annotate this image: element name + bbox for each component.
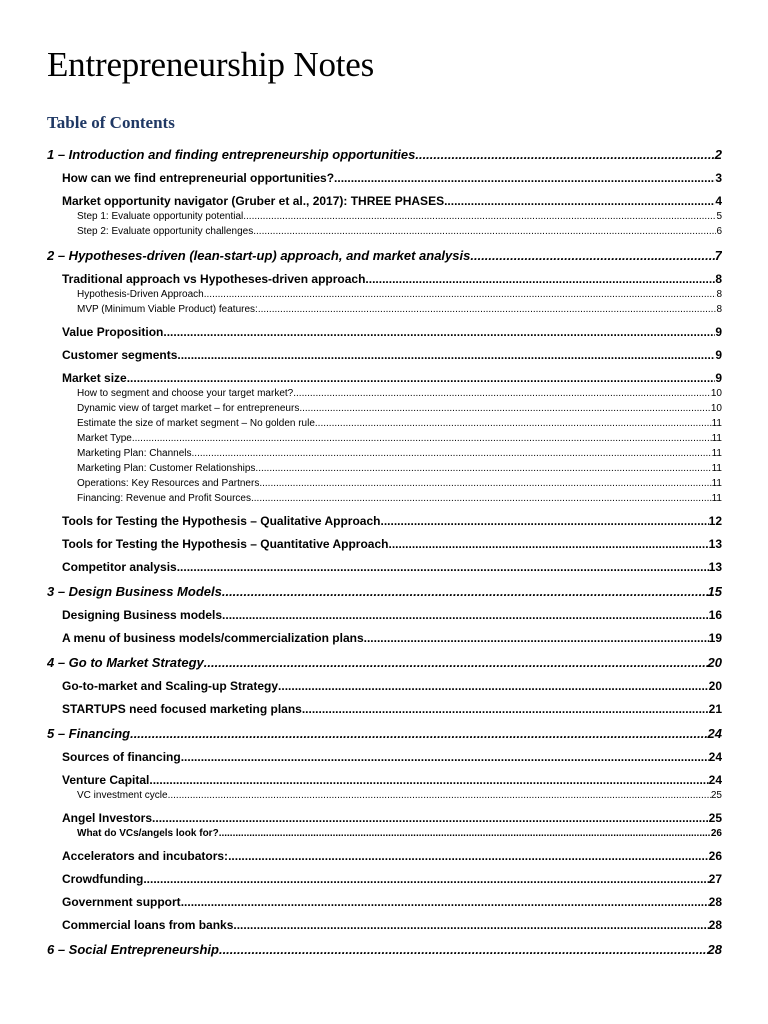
toc-entry[interactable] [47,461,722,476]
toc-leader-dots [315,416,712,431]
toc-entry-title: Traditional approach vs Hypotheses-driven approach [62,272,366,286]
toc-leader-dots [219,826,711,841]
toc-entry-title: Step 1: Evaluate opportunity potential [77,211,244,222]
toc-leader-dots [143,871,708,887]
toc-leader-dots [192,446,712,461]
toc-leader-dots [293,386,711,401]
toc-entry-title: 4 – Go to Market Strategy [47,655,204,670]
toc-entry-title: 1 – Introduction and finding entrepreneurship opportunities [47,147,416,162]
toc-entry-title: Crowdfunding [62,872,144,886]
toc-entry-title: 6 – Social Entrepreneurship [47,942,219,957]
toc-entry-title: Go-to-market and Scaling-up Strategy [62,679,279,693]
toc-leader-dots [181,894,709,910]
toc-entry-page-number: 26 [710,828,722,839]
toc-heading: Table of Contents [47,113,175,132]
toc-leader-dots [219,941,708,958]
toc-entry-title: Operations: Key Resources and Partners [77,478,260,489]
toc-entry-title: Market Type [77,433,132,444]
toc-leader-dots [132,431,712,446]
toc-entry[interactable] [47,401,722,416]
toc-entry-page-number: 8 [716,289,722,300]
toc-entry-page-number: 10 [710,403,722,414]
toc-entry-title: Tools for Testing the Hypothesis – Quantitative Approach [62,537,389,551]
toc-entry[interactable] [47,607,722,623]
toc-entry[interactable] [47,271,722,287]
toc-entry[interactable] [47,725,722,742]
toc-entry[interactable] [47,287,722,302]
toc-entry[interactable] [47,630,722,646]
toc-entry-page-number: 11 [711,418,722,429]
toc-entry[interactable] [47,224,722,239]
toc-entry-title: Market size [62,371,127,385]
toc-entry-title: How to segment and choose your target market? [77,388,294,399]
toc-entry[interactable] [47,701,722,717]
toc-entry-title: Financing: Revenue and Profit Sources [77,493,251,504]
toc-leader-dots [259,476,711,491]
toc-entry-title: Estimate the size of market segment – No golden rule [77,418,315,429]
toc-entry-title: Venture Capital [62,773,150,787]
toc-leader-dots [365,271,715,287]
toc-leader-dots [204,654,708,671]
toc-entry-page-number: 6 [716,226,722,237]
toc-entry-title: Accelerators and incubators: [62,849,229,863]
toc-entry-page-number: 9 [715,371,722,385]
toc-entry-page-number: 5 [716,211,722,222]
toc-entry-page-number: 20 [707,655,722,670]
toc-entry-title: STARTUPS need focused marketing plans [62,702,302,716]
toc-entry[interactable] [47,941,722,958]
toc-entry-title: Value Proposition [62,325,164,339]
toc-leader-dots [334,170,715,186]
toc-entry-page-number: 24 [708,773,722,787]
toc-entry-page-number: 8 [715,272,722,286]
toc-leader-dots [258,302,717,317]
toc-entry-title: Competitor analysis [62,560,177,574]
toc-leader-dots [177,559,709,575]
toc-entry-title: Government support [62,895,181,909]
toc-leader-dots [222,607,709,623]
toc-entry-page-number: 11 [711,463,722,474]
toc-entry[interactable] [47,678,722,694]
document-title: Entrepreneurship Notes [47,45,375,84]
toc-leader-dots [127,370,716,386]
toc-entry-title: 5 – Financing [47,726,131,741]
toc-entry-page-number: 12 [708,514,722,528]
toc-entry[interactable] [47,170,722,186]
table-of-contents [47,146,722,958]
toc-leader-dots [233,917,708,933]
toc-entry[interactable] [47,324,722,340]
toc-entry[interactable] [47,772,722,788]
toc-leader-dots [222,583,708,600]
toc-entry[interactable] [47,347,722,363]
toc-entry-page-number: 25 [708,811,722,825]
toc-entry-title: Dynamic view of target market – for entrepreneurs [77,403,300,414]
toc-entry-page-number: 28 [708,918,722,932]
toc-leader-dots [255,461,711,476]
toc-leader-dots [177,347,715,363]
toc-entry[interactable] [47,536,722,552]
toc-entry-page-number: 8 [716,304,722,315]
toc-leader-dots [278,678,709,694]
toc-entry-page-number: 25 [710,790,722,801]
toc-leader-dots [204,287,717,302]
toc-entry-title: Commercial loans from banks [62,918,234,932]
toc-entry-title: Market opportunity navigator (Gruber et al., 2017): THREE PHASES [62,194,445,208]
toc-entry[interactable] [47,894,722,910]
toc-entry-title: 2 – Hypotheses-driven (lean-start-up) approach, and market analysis [47,248,471,263]
toc-leader-dots [251,491,712,506]
toc-leader-dots [299,401,711,416]
toc-entry-title: Marketing Plan: Channels [77,448,192,459]
toc-leader-dots [364,630,709,646]
toc-entry-page-number: 27 [708,872,722,886]
toc-entry-page-number: 28 [708,895,722,909]
toc-entry[interactable] [47,386,722,401]
toc-leader-dots [163,324,715,340]
toc-entry-page-number: 24 [707,726,722,741]
toc-leader-dots [302,701,709,717]
toc-entry-page-number: 21 [708,702,722,716]
toc-entry-page-number: 2 [714,147,722,162]
toc-entry-title: Designing Business models [62,608,223,622]
toc-entry-page-number: 20 [708,679,722,693]
toc-entry-title: VC investment cycle [77,790,168,801]
toc-entry-page-number: 4 [715,194,722,208]
toc-entry[interactable] [47,871,722,887]
toc-leader-dots [253,224,716,239]
toc-leader-dots [130,725,707,742]
toc-entry[interactable] [47,209,722,224]
toc-entry-page-number: 13 [708,560,722,574]
toc-entry-title: Tools for Testing the Hypothesis – Qualitative Approach [62,514,381,528]
toc-entry-title: Step 2: Evaluate opportunity challenges [77,226,254,237]
toc-entry-title: Angel Investors [62,811,153,825]
toc-entry-page-number: 10 [710,388,722,399]
toc-entry[interactable] [47,491,722,506]
toc-entry[interactable] [47,416,722,431]
toc-leader-dots [444,193,715,209]
toc-leader-dots [243,209,716,224]
toc-entry-title: Customer segments [62,348,178,362]
toc-entry[interactable] [47,848,722,864]
toc-entry[interactable] [47,810,722,826]
toc-leader-dots [168,788,711,803]
toc-leader-dots [152,810,709,826]
toc-leader-dots [388,536,708,552]
toc-entry[interactable] [47,788,722,803]
toc-entry-title: MVP (Minimum Viable Product) features: [77,304,258,315]
toc-entry-title: A menu of business models/commercialization plans [62,631,364,645]
toc-entry-title: Sources of financing [62,750,181,764]
toc-entry-title: 3 – Design Business Models [47,584,222,599]
toc-entry[interactable] [47,247,722,264]
toc-entry-page-number: 19 [708,631,722,645]
toc-leader-dots [415,146,714,163]
toc-entry-page-number: 28 [707,942,722,957]
toc-entry[interactable] [47,654,722,671]
toc-leader-dots [149,772,708,788]
toc-entry-page-number: 9 [715,348,722,362]
toc-entry-page-number: 11 [711,478,722,489]
toc-entry-page-number: 15 [707,584,722,599]
toc-entry-page-number: 11 [711,493,722,504]
toc-entry[interactable] [47,826,722,841]
toc-leader-dots [470,247,714,264]
toc-entry-title: Hypothesis-Driven Approach [77,289,204,300]
toc-entry-page-number: 26 [708,849,722,863]
toc-entry-title: Marketing Plan: Customer Relationships [77,463,256,474]
toc-entry-page-number: 7 [714,248,722,263]
toc-entry[interactable] [47,513,722,529]
toc-entry[interactable] [47,749,722,765]
toc-entry[interactable] [47,302,722,317]
toc-entry-page-number: 11 [711,448,722,459]
toc-entry[interactable] [47,476,722,491]
toc-leader-dots [228,848,709,864]
toc-entry[interactable] [47,917,722,933]
toc-entry[interactable] [47,559,722,575]
toc-entry-title: What do VCs/angels look for? [77,828,219,839]
toc-entry[interactable] [47,583,722,600]
toc-leader-dots [181,749,709,765]
toc-entry[interactable] [47,370,722,386]
toc-entry-page-number: 13 [708,537,722,551]
toc-entry[interactable] [47,431,722,446]
toc-entry-page-number: 11 [711,433,722,444]
toc-entry-page-number: 3 [715,171,722,185]
toc-entry[interactable] [47,193,722,209]
toc-entry-page-number: 16 [708,608,722,622]
toc-leader-dots [381,513,709,529]
toc-entry-page-number: 24 [708,750,722,764]
toc-entry-page-number: 9 [715,325,722,339]
toc-entry[interactable] [47,446,722,461]
toc-entry[interactable] [47,146,722,163]
toc-entry-title: How can we find entrepreneurial opportunities? [62,171,335,185]
